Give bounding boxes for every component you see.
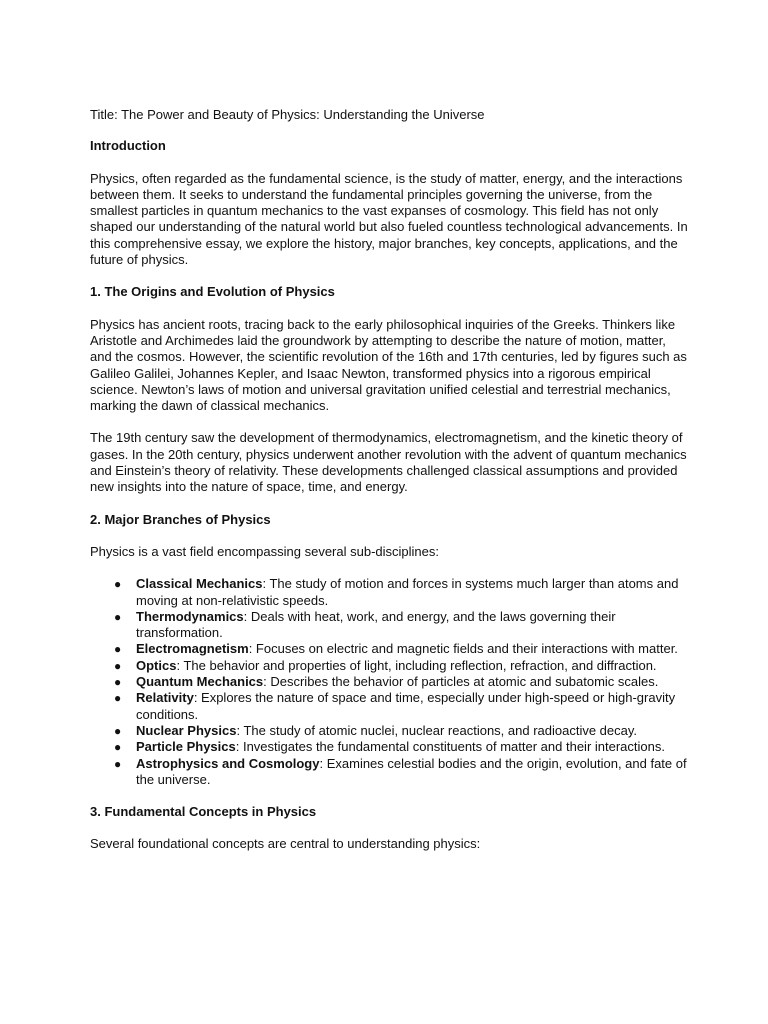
list-item [90, 658, 690, 674]
list-item [90, 641, 690, 657]
section-heading-branches: 2. Major Branches of Physics [90, 511, 271, 527]
intro-paragraph: Physics, often regarded as the fundamental science, is the study of matter, energy, and the interactions between them. It seeks to understand the fundamental principles governing the universe, from the smallest particles in quantum mechanics to the vast expanses of cosmology. This field has not only shaped our understanding of the natural world but also fueled countless technological advancements. In this comprehensive essay, we explore the history, major branches, key concepts, applications, and the future of physics. [90, 170, 688, 268]
list-item [90, 576, 690, 609]
bullet-icon: ● [114, 740, 122, 755]
list-item-desc: : The behavior and properties of light, including reflection, refraction, and diffraction. [176, 657, 657, 673]
list-item [90, 674, 690, 690]
list-item [90, 723, 690, 739]
list-item-term: Relativity [136, 690, 194, 706]
list-item-term: Classical Mechanics [136, 576, 263, 592]
list-item-desc: : Investigates the fundamental constituents of matter and their interactions. [235, 739, 665, 755]
list-item-desc: : Examines celestial bodies and the origin, evolution, and fate of the universe. [136, 755, 687, 787]
bullet-icon: ● [114, 756, 122, 771]
list-item [90, 609, 690, 642]
bullet-icon: ● [114, 691, 122, 706]
list-item-term: Quantum Mechanics [136, 674, 264, 690]
bullet-icon: ● [114, 577, 122, 592]
list-item-desc: : Describes the behavior of particles at atomic and subatomic scales. [263, 674, 659, 690]
list-item-desc: : Explores the nature of space and time, especially under high-speed or high-gravity conditions. [136, 690, 676, 722]
list-item-term: Electromagnetism [136, 641, 249, 657]
bullet-icon: ● [114, 723, 122, 738]
list-item-term: Astrophysics and Cosmology [136, 755, 320, 771]
list-item-term: Particle Physics [136, 739, 236, 755]
list-item-desc: : The study of motion and forces in systems much larger than atoms and moving at non-relativistic speeds. [136, 576, 679, 608]
list-item-term: Thermodynamics [136, 608, 244, 624]
origins-paragraph-1: Physics has ancient roots, tracing back to the early philosophical inquiries of the Greeks. Thinkers like Aristotle and Archimedes laid the groundwork by attempting to describe the nature of motion, matter, and the cosmos. However, the scientific revolution of the 16th and 17th centuries, led by figures such as Galileo Galilei, Johannes Kepler, and Isaac Newton, transformed physics into a rigorous empirical science. Newton’s laws of motion and universal gravitation unified celestial and terrestrial mechanics, marking the dawn of classical mechanics. [90, 316, 687, 414]
list-item-term: Nuclear Physics [136, 722, 237, 738]
branches-list [90, 576, 690, 788]
section-heading-origins: 1. The Origins and Evolution of Physics [90, 284, 335, 300]
list-item [90, 690, 690, 723]
branches-intro: Physics is a vast field encompassing several sub-disciplines: [90, 543, 439, 559]
list-item [90, 756, 690, 789]
list-item-term: Optics [136, 657, 177, 673]
section-heading-concepts: 3. Fundamental Concepts in Physics [90, 804, 317, 820]
list-item-desc: : The study of atomic nuclei, nuclear reactions, and radioactive decay. [236, 722, 638, 738]
list-item-desc: : Deals with heat, work, and energy, and the laws governing their transformation. [136, 608, 616, 641]
document-title: Title: The Power and Beauty of Physics: Understanding the Universe [90, 107, 485, 122]
bullet-icon: ● [114, 658, 122, 673]
concepts-intro: Several foundational concepts are central to understanding physics: [90, 836, 481, 852]
list-item [90, 739, 690, 755]
bullet-icon: ● [114, 609, 122, 624]
section-heading-introduction: Introduction [90, 138, 166, 154]
bullet-icon: ● [114, 642, 122, 657]
bullet-icon: ● [114, 675, 122, 690]
list-item-desc: : Focuses on electric and magnetic fields and their interactions with matter. [248, 641, 678, 657]
document-page [90, 107, 690, 869]
origins-paragraph-2: The 19th century saw the development of thermodynamics, electromagnetism, and the kinetic theory of gases. In the 20th century, physics underwent another revolution with the advent of quantum mechanics and Einstein’s theory of relativity. These developments challenged classical assumptions and provided new insights into the nature of space, time, and energy. [90, 430, 687, 495]
